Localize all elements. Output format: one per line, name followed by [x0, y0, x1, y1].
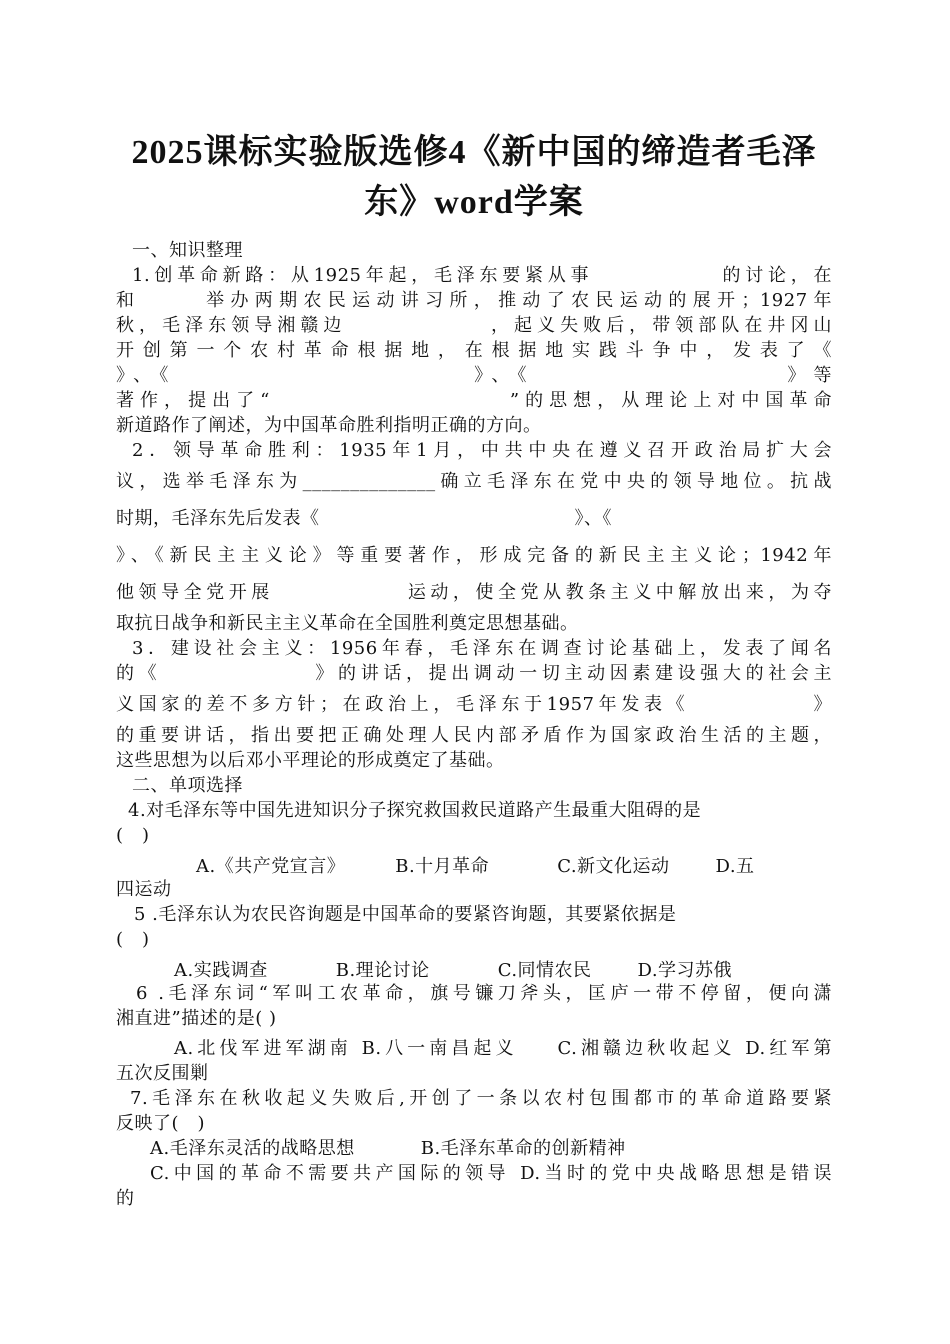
q3-line-2: 的《 》的讲话，提出调动一切主动因素建设强大的社会主 [116, 663, 832, 684]
q1-line-5: 》、《 》、《 》等 [116, 365, 833, 386]
title-line-2: 东》word学案 [364, 184, 584, 221]
q7-options-ab [116, 1136, 832, 1161]
title-line-1: 2025课标实验版选修4《新中国的缔造者毛泽 [131, 134, 817, 171]
q4-option-a[interactable]: A.《共产党宣言》 [196, 856, 346, 877]
q6-options [116, 1036, 832, 1061]
q6-option-d-continued: 五次反围剿 [116, 1063, 209, 1084]
q4-option-c[interactable]: C.新文化运动 [557, 856, 670, 877]
q5-option-c[interactable]: C.同情农民 [497, 960, 592, 981]
q2-line-1: 2．领导革命胜利：1935年1月，中共中央在遵义召开政治局扩大会 [132, 440, 832, 461]
section-heading-2: 二、单项选择 [132, 775, 243, 796]
q2-line-2: 议，选举毛泽东为______________确立毛泽东在党中央的领导地位。抗战 [116, 471, 833, 492]
q7-options-cd[interactable]: C.中国的革命不需要共产国际的领导 D.当时的党中央战略思想是错误 [150, 1163, 832, 1184]
q3-line-1: 3．建设社会主义：1956年春，毛泽东在调查讨论基础上，发表了闻名 [132, 638, 832, 659]
q7-stem-2: 反映了( ) [116, 1113, 206, 1134]
q6-stem-1: 6 .毛泽东词“军叫工农革命，旗号镰刀斧头，匡庐一带不停留，便向潇 [136, 983, 832, 1004]
q1-line-1: 1.创革命新路：从1925年起，毛泽东要紧从事 的讨论，在 [132, 265, 833, 286]
q6-option-ab[interactable]: A.北伐军进军湖南 B.八一南昌起义 [174, 1038, 518, 1059]
q4-option-b[interactable]: B.十月革命 [395, 856, 490, 877]
document-title [116, 128, 832, 228]
q5-option-b[interactable]: B.理论讨论 [335, 960, 430, 981]
q7-option-a[interactable]: A.毛泽东灵活的战略思想 [150, 1138, 355, 1159]
q1-line-4: 开创第一个农村革命根据地，在根据地实践斗争中，发表了《 [116, 340, 832, 361]
q4-stem-1: 4.对毛泽东等中国先进知识分子探究救国救民道路产生最重大阻碍的是 [128, 800, 702, 821]
q4-stem-2: ( ) [116, 825, 150, 846]
q1-line-2: 和 举办两期农民运动讲习所，推动了农民运动的展开；1927年 [116, 290, 832, 311]
q1-line-3: 秋，毛泽东领导湘赣边 ，起义失败后，带领部队在井冈山 [116, 315, 833, 336]
q4-options [116, 848, 832, 885]
document-page [116, 128, 832, 1211]
section-heading-1: 一、知识整理 [132, 240, 243, 261]
q5-stem-1: 5 .毛泽东认为农民咨询题是中国革命的要紧咨询题，其要紧依据是 [134, 904, 677, 925]
q2-line-6: 取抗日战争和新民主主义革命在全国胜利奠定思想基础。 [116, 613, 579, 634]
q4-option-d[interactable]: D.五 [715, 856, 755, 877]
q5-option-d[interactable]: D.学习苏俄 [637, 960, 733, 981]
q2-line-5: 他领导全党开展 运动，使全党从教条主义中解放出来，为夺 [116, 582, 833, 603]
q6-option-cd[interactable]: C.湘赣边秋收起义 D.红军第 [557, 1038, 832, 1059]
q2-line-3: 时期，毛泽东先后发表《 》、《 [116, 508, 612, 529]
q4-option-d-continued: 四运动 [116, 879, 172, 900]
q3-line-4: 的重要讲话，指出要把正确处理人民内部矛盾作为国家政治生活的主题， [116, 725, 832, 746]
q1-line-6: 著作，提出了“ ”的思想，从理论上对中国革命 [116, 390, 832, 411]
q7-stem-1: 7.毛泽东在秋收起义失败后,开创了一条以农村包围都市的革命道路要紧 [130, 1088, 832, 1109]
q2-line-4: 》、《新民主主义论》等重要著作，形成完备的新民主主义论；1942年 [116, 545, 832, 566]
q3-line-3: 义国家的差不多方针；在政治上，毛泽东于1957年发表《 》 [116, 694, 832, 715]
q5-option-a[interactable]: A.实践调查 [174, 960, 268, 981]
q3-line-5: 这些思想为以后邓小平理论的形成奠定了基础。 [116, 750, 505, 771]
q6-stem-2: 湘直进”描述的是( ) [116, 1008, 277, 1029]
q1-line-7: 新道路作了阐述，为中国革命胜利指明正确的方向。 [116, 415, 542, 436]
q7-option-b[interactable]: B.毛泽东革命的创新精神 [420, 1138, 626, 1159]
q7-option-d-continued: 的 [116, 1188, 135, 1209]
q5-stem-2: ( ) [116, 929, 150, 950]
